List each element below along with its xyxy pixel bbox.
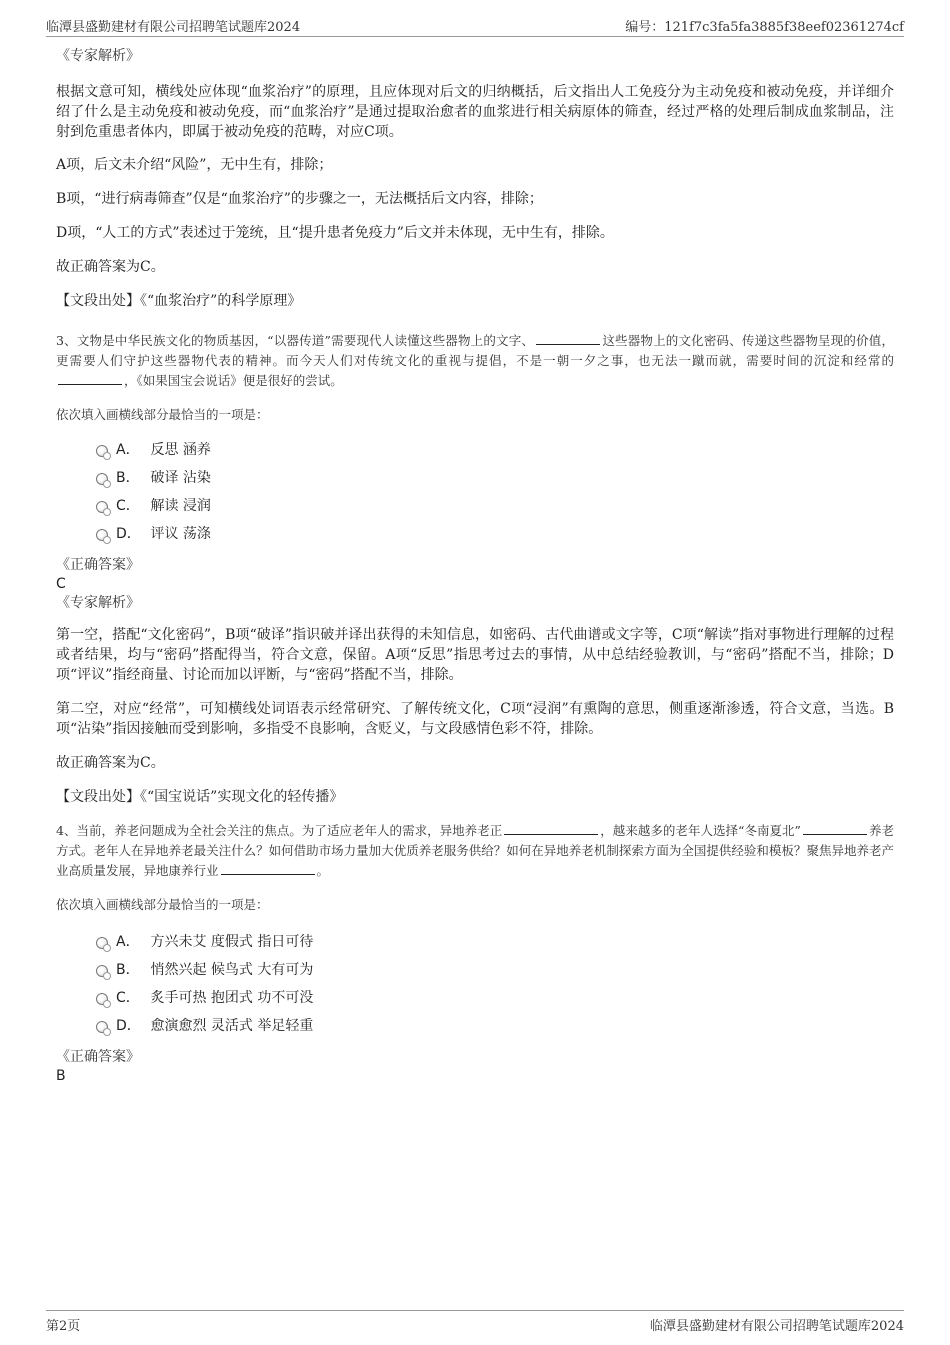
q2-analysis-label: 《专家解析》 bbox=[56, 48, 140, 64]
page-content bbox=[56, 44, 894, 1085]
q2-analysis-p1: 根据文意可知，横线处应体现“血浆治疗”的原理，且应体现对后文的归纳概括，后文指出人工免疫分为主动免疫和被动免疫，并详细介绍了什么是主动免疫和被动免疫，而“血浆治疗”是通过提取治愈者的血浆进行相关病原体的筛查，经过严格的处理后制成血浆制品，注射到危重患者体内，即属于被动免疫的范畴，对应C项。 bbox=[56, 84, 894, 140]
radio-icon[interactable] bbox=[96, 965, 108, 977]
q2-analysis-d: D项，“人工的方式”表述过于笼统，且“提升患者免疫力”后文并未体现，无中生有，排除。 bbox=[56, 225, 614, 241]
q4-blank-1 bbox=[504, 822, 598, 835]
option-text: 炙手可热 抱团式 功不可没 bbox=[150, 990, 314, 1006]
q3-answer: C bbox=[56, 576, 66, 592]
header-company: 临潭县盛勤建材有限公司招聘笔试题库2024 bbox=[46, 20, 301, 35]
q4-stem-a: 4、当前，养老问题成为全社会关注的焦点。为了适应老年人的需求，异地养老正 bbox=[56, 823, 503, 838]
radio-icon[interactable] bbox=[96, 993, 108, 1005]
q2-source: 【文段出处】《“血浆治疗”的科学原理》 bbox=[56, 293, 302, 309]
q3-prompt: 依次填入画横线部分最恰当的一项是： bbox=[56, 407, 269, 422]
radio-icon[interactable] bbox=[96, 937, 108, 949]
option-letter: B． bbox=[116, 470, 140, 486]
q4-answer-label: 《正确答案》 bbox=[56, 1049, 140, 1065]
option-letter: D． bbox=[116, 526, 141, 542]
option-letter: C． bbox=[116, 990, 140, 1006]
page-footer bbox=[46, 1310, 904, 1335]
option-text: 愈演愈烈 灵活式 举足轻重 bbox=[150, 1018, 314, 1034]
option-text: 评议 荡涤 bbox=[150, 526, 211, 542]
q4-prompt: 依次填入画横线部分最恰当的一项是： bbox=[56, 897, 269, 912]
q3-analysis-p2: 第二空，对应“经常”，可知横线处词语表示经常研究、了解传统文化，C项“浸润”有熏陶的意思，侧重逐渐渗透，符合文意，当选。B项“沾染”指因接触而受到影响，多指受不良影响，含贬义，与文段感情色彩不符，排除。 bbox=[56, 701, 894, 737]
q3-stem-c: ，《如果国宝会说话》便是很好的尝试。 bbox=[124, 373, 343, 388]
option-text: 反思 涵养 bbox=[150, 442, 211, 458]
header-serial: 编号：121f7c3fa5fa3885f38eef02361274cf bbox=[625, 20, 904, 35]
q3-analysis-label: 《专家解析》 bbox=[56, 595, 140, 611]
radio-icon[interactable] bbox=[96, 445, 108, 457]
radio-icon[interactable] bbox=[96, 501, 108, 513]
q4-option-c[interactable] bbox=[56, 987, 894, 1015]
q3-blank-1 bbox=[536, 332, 600, 345]
q4-options bbox=[56, 931, 894, 1043]
q2-conclusion: 故正确答案为C。 bbox=[56, 259, 165, 275]
radio-icon[interactable] bbox=[96, 529, 108, 541]
q3-option-d[interactable] bbox=[56, 523, 894, 551]
q3-stem-a: 3、文物是中华民族文化的物质基因，“以器传道”需要现代人读懂这些器物上的文字、 bbox=[56, 333, 535, 348]
q4-answer: B bbox=[56, 1068, 66, 1084]
option-letter: A． bbox=[116, 934, 140, 950]
q3-stem bbox=[56, 331, 894, 391]
footer-page-number: 第2页 bbox=[46, 1319, 81, 1334]
option-text: 悄然兴起 候鸟式 大有可为 bbox=[150, 962, 314, 978]
page-header bbox=[46, 14, 904, 37]
option-text: 解读 浸润 bbox=[150, 498, 211, 514]
q4-option-d[interactable] bbox=[56, 1015, 894, 1043]
q3-options bbox=[56, 439, 894, 551]
q3-answer-label: 《正确答案》 bbox=[56, 557, 140, 573]
radio-icon[interactable] bbox=[96, 1021, 108, 1033]
q4-option-b[interactable] bbox=[56, 959, 894, 987]
q4-stem bbox=[56, 821, 894, 881]
q4-blank-3 bbox=[221, 862, 315, 875]
option-letter: C． bbox=[116, 498, 140, 514]
q3-source: 【文段出处】《“国宝说话”实现文化的轻传播》 bbox=[56, 789, 344, 805]
q2-analysis-a: A项，后文未介绍“风险”，无中生有，排除； bbox=[56, 157, 333, 173]
q4-stem-b: ，越来越多的老年人选择“冬南夏北” bbox=[600, 823, 801, 838]
option-letter: D． bbox=[116, 1018, 141, 1034]
q3-option-c[interactable] bbox=[56, 495, 894, 523]
q3-blank-2 bbox=[58, 372, 122, 385]
q3-stem-b: 这些器物上的文化密码、传递这些器物呈现的价值，更需要人们守护这些器物代表的精神。而今天人们对传统文化的重视与提倡，不是一朝一夕之事，也无法一蹴而就，需要时间的沉淀和经常的 bbox=[56, 333, 894, 368]
option-letter: A． bbox=[116, 442, 140, 458]
q4-option-a[interactable] bbox=[56, 931, 894, 959]
option-letter: B． bbox=[116, 962, 140, 978]
q2-analysis-b: B项，“进行病毒筛查”仅是“血浆治疗”的步骤之一，无法概括后文内容，排除； bbox=[56, 191, 543, 207]
q3-option-b[interactable] bbox=[56, 467, 894, 495]
radio-icon[interactable] bbox=[96, 473, 108, 485]
q4-blank-2 bbox=[803, 822, 867, 835]
option-text: 方兴未艾 度假式 指日可待 bbox=[150, 934, 314, 950]
q3-analysis-p1: 第一空，搭配“文化密码”，B项“破译”指识破并译出获得的未知信息，如密码、古代曲谱或文字等，C项“解读”指对事物进行理解的过程或者结果，均与“密码”搭配得当，符合文意，保留。A项“反思”指思考过去的事情，从中总结经验教训，与“密码”搭配不当，排除；D项“评议”指经商量、讨论而加以评断，与“密码”搭配不当，排除。 bbox=[56, 627, 894, 683]
footer-company: 临潭县盛勤建材有限公司招聘笔试题库2024 bbox=[649, 1319, 904, 1334]
q3-option-a[interactable] bbox=[56, 439, 894, 467]
q3-conclusion: 故正确答案为C。 bbox=[56, 755, 165, 771]
q4-stem-c: 养老方式。老年人在异地养老最关注什么？如何借助市场力量加大优质养老服务供给？如何在异地养老机制探索方面为全国提供经验和模板？聚焦异地养老产业高质量发展，异地康养行业 bbox=[56, 823, 894, 878]
option-text: 破译 沾染 bbox=[150, 470, 211, 486]
q4-stem-d: 。 bbox=[316, 863, 330, 878]
